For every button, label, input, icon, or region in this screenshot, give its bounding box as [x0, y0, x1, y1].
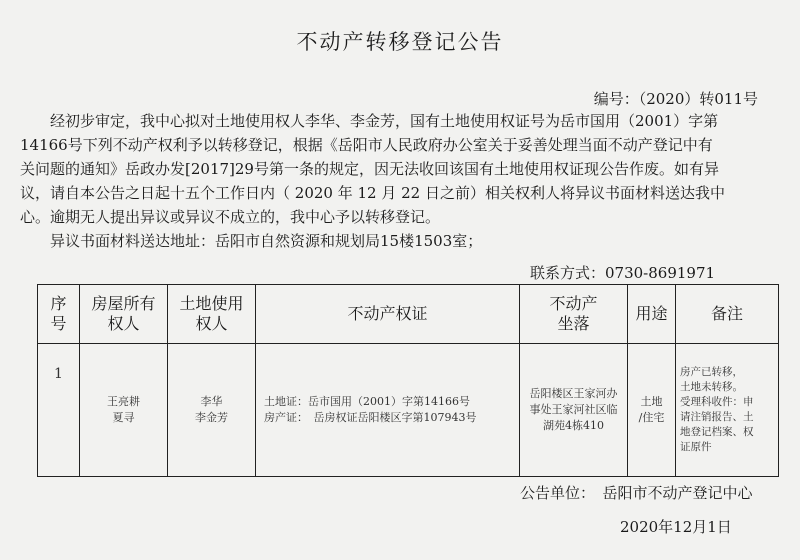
cell-usage: 土地 /住宅 [628, 344, 676, 477]
header-location: 不动产 坐落 [520, 285, 628, 344]
document-number: 编号：（2020）转011号 [593, 90, 758, 108]
header-usage: 用途 [628, 285, 676, 344]
body-paragraph-line: 议，请自本公告之日起十五个工作日内（ 2020 年 12 月 22 日之前）相关权利人将异议书面材料送达我中 [20, 184, 725, 202]
body-paragraph-line: 经初步审定，我中心拟对土地使用权人李华、李金芳，国有土地使用权证号为岳市国用（2001）字第 [20, 112, 719, 130]
body-paragraph-line: 关问题的通知》岳政办发[2017]29号第一条的规定，因无法收回该国有土地使用权证现公告作废。如有异 [20, 160, 719, 178]
header-land-user: 土地使用 权人 [168, 285, 256, 344]
objection-address: 异议书面材料送达地址：岳阳市自然资源和规划局15楼1503室； [20, 232, 483, 250]
issuing-unit: 公告单位： 岳阳市不动产登记中心 [520, 484, 753, 502]
cell-house-owner: 王亮耕 夏寻 [80, 344, 168, 477]
header-house-owner: 房屋所有 权人 [80, 285, 168, 344]
property-table [37, 284, 779, 477]
body-paragraph-line: 心。逾期无人提出异议或异议不成立的，我中心予以转移登记。 [20, 208, 441, 226]
cell-certificate: 土地证：岳市国用（2001）字第14166号 房产证： 岳房权证岳阳楼区字第107943号 [256, 344, 520, 477]
page-title: 不动产转移登记公告 [296, 30, 504, 54]
table-row [38, 344, 779, 477]
header-seq: 序 号 [38, 285, 80, 344]
cell-land-user: 李华 李金芳 [168, 344, 256, 477]
issue-date: 2020年12月1日 [620, 518, 732, 536]
header-note: 备注 [676, 285, 779, 344]
header-certificate: 不动产权证 [256, 285, 520, 344]
cell-seq: 1 [38, 344, 80, 477]
table-header-row [38, 285, 779, 344]
cell-note: 房产已转移， 土地未转移。 受理科收件：申 请注销报告、土 地登记档案、权 证原件 [676, 344, 779, 477]
contact-phone: 联系方式：0730-8691971 [530, 264, 716, 282]
cell-location: 岳阳楼区王家河办 事处王家河社区临 湖苑4栋410 [520, 344, 628, 477]
body-paragraph-line: 14166号下列不动产权利予以转移登记，根据《岳阳市人民政府办公室关于妥善处理当面不动产登记中有 [20, 136, 713, 154]
